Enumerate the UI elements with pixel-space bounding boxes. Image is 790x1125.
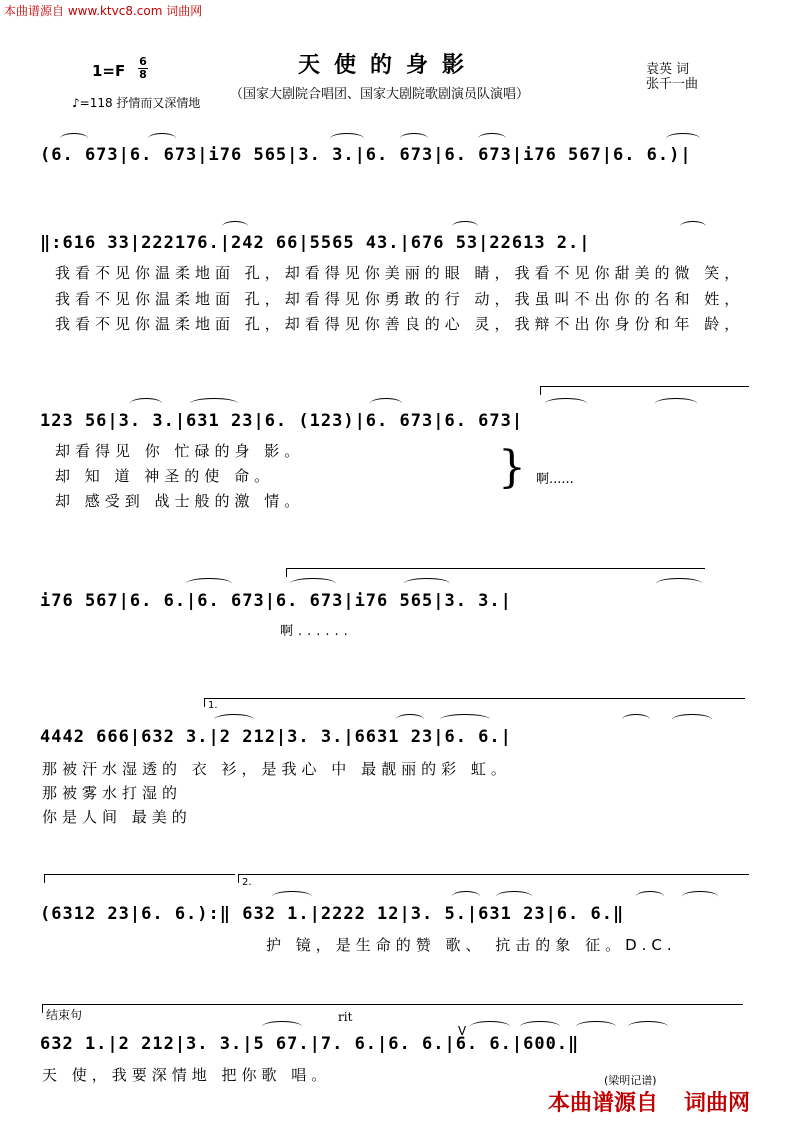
slur <box>666 133 700 144</box>
slur <box>628 1021 668 1032</box>
lyric-verse-2: 却 知 道 神圣的使 命。 <box>55 467 275 485</box>
lyric-verse-3: 你是人间 最美的 <box>42 808 192 826</box>
notation-row-3: 123 56|3. 3.|631 23|6. (123)|6. 673|6. 673| <box>40 411 524 431</box>
lyric-ah: 啊...... <box>280 624 353 639</box>
transcriber-credit: (梁明记谱) <box>604 1074 657 1087</box>
lyric-verse-2-3: 护 镜，是生命的赞 歌、 抗击的象 征。D.C. <box>266 936 677 954</box>
slur <box>148 133 176 144</box>
slur <box>190 398 238 409</box>
lyric-verse-3: 却 感受到 战士般的激 情。 <box>55 492 305 510</box>
performer-note: （国家大剧院合唱团、国家大剧院歌剧演员队演唱） <box>230 87 530 102</box>
ah-text: 啊...... <box>536 472 574 487</box>
volta-2-label: 2. <box>242 877 252 888</box>
site-banner: 本曲谱源自 www.ktvc8.com 词曲网 <box>4 4 203 18</box>
volta-1-bracket <box>204 698 745 707</box>
slur <box>452 221 478 232</box>
volta-1-label: 1. <box>208 700 218 711</box>
slur <box>396 714 424 725</box>
volta-1-continuation <box>44 874 235 883</box>
time-signature <box>138 56 148 81</box>
slur <box>222 221 248 232</box>
lyric-verse-1: 那被汗水湿透的 衣 衫，是我心 中 最靓丽的彩 虹。 <box>42 760 511 778</box>
phrase-bracket <box>540 386 749 395</box>
lyric-verse-3: 我看不见你温柔地面 孔，却看得见你善良的心 灵，我辩不出你身份和年 龄， <box>55 315 745 333</box>
notation-row-6: (6312 23|6. 6.):‖ 632 1.|2222 12|3. 5.|631 23|6. 6.‖ <box>40 904 625 924</box>
slur <box>370 398 402 409</box>
phrase-bracket <box>286 568 705 577</box>
lyric-verse-2: 那被雾水打湿的 <box>42 784 183 802</box>
key-signature: 1=F <box>92 62 126 80</box>
slur <box>520 1021 560 1032</box>
notation-row-4: i76 567|6. 6.|6. 673|6. 673|i76 565|3. 3.| <box>40 591 512 611</box>
slur <box>272 891 312 902</box>
slur <box>452 891 480 902</box>
slur <box>290 578 336 589</box>
lyric-verse-1: 我看不见你温柔地面 孔，却看得见你美丽的眼 睛，我看不见你甜美的微 笑， <box>55 264 745 282</box>
slur <box>636 891 664 902</box>
meter-bottom: 8 <box>139 68 147 81</box>
slur <box>330 133 364 144</box>
slur <box>404 578 450 589</box>
slur <box>655 398 697 409</box>
lyric-verse-1: 却看得见 你 忙碌的身 影。 <box>55 442 305 460</box>
lyric-verse-2: 我看不见你温柔地面 孔，却看得见你勇敢的行 动，我虽叫不出你的名和 姓， <box>55 290 745 308</box>
notation-row-1: (6. 673|6. 673|i76 565|3. 3.|6. 673|6. 673|i76 567|6. 6.)| <box>40 145 692 165</box>
slur <box>60 133 88 144</box>
composer-credit: 张千一曲 <box>646 77 699 92</box>
slur <box>622 714 650 725</box>
ending-bracket <box>42 1004 743 1013</box>
volta-2-bracket <box>238 874 749 883</box>
ending-label: 结束句 <box>46 1008 83 1022</box>
tempo-marking: ♪=118 抒情而又深情地 <box>72 96 201 110</box>
slur <box>262 1021 302 1032</box>
notation-row-5: 4442 666|632 3.|2 212|3. 3.|6631 23|6. 6.| <box>40 727 512 747</box>
verse-brace: } <box>498 442 526 493</box>
slur <box>470 1021 510 1032</box>
slur <box>440 714 490 725</box>
slur <box>656 578 702 589</box>
song-title: 天使的身影 <box>298 52 479 78</box>
slur <box>672 714 712 725</box>
meter-top: 6 <box>139 55 147 68</box>
site-logo-2: 词曲网 <box>684 1091 751 1116</box>
site-logo: 本曲谱源自 <box>548 1091 659 1116</box>
slur <box>478 133 506 144</box>
slur <box>400 133 428 144</box>
lyricist-credit: 袁英 词 <box>646 62 690 77</box>
slur <box>214 714 254 725</box>
slur <box>186 578 232 589</box>
slur <box>130 398 162 409</box>
slur <box>496 891 532 902</box>
slur <box>680 221 706 232</box>
slur <box>545 398 587 409</box>
breath-mark: V <box>458 1024 467 1038</box>
slur <box>576 1021 616 1032</box>
notation-row-7: 632 1.|2 212|3. 3.|5 67.|7. 6.|6. 6.|6. 6.|600.‖ <box>40 1034 580 1054</box>
slur <box>682 891 718 902</box>
ritardando-marking: rit <box>338 1010 353 1024</box>
lyric-ending: 天 使，我要深情地 把你歌 唱。 <box>42 1066 332 1084</box>
notation-row-2: ‖:616 33|222176.|242 66|5565 43.|676 53|22613 2.| <box>40 233 591 253</box>
